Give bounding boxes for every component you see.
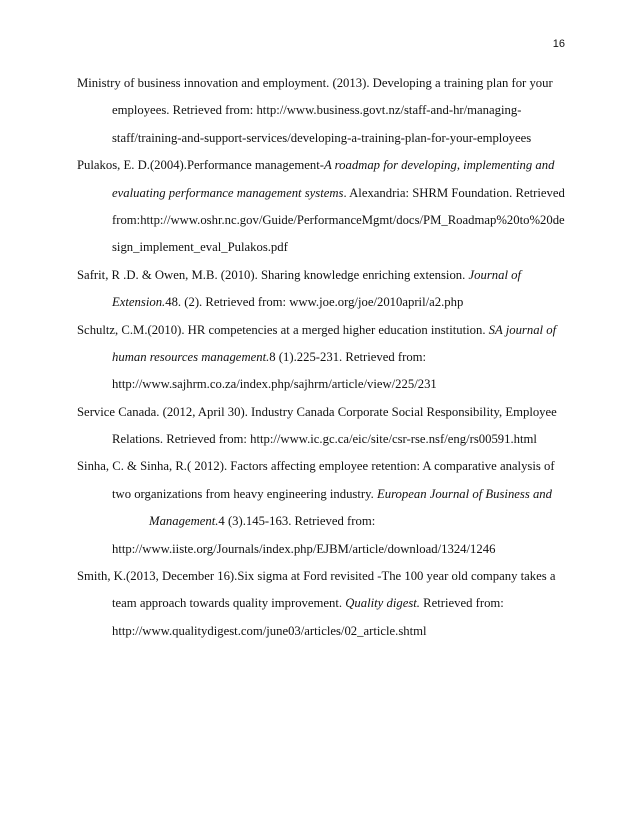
reference-text: Ministry of business innovation and employment. (2013). Developing a training plan for your xyxy=(77,76,553,90)
reference-text: http://www.qualitydigest.com/june03/articles/02_article.shtml xyxy=(112,623,427,638)
reference-line xyxy=(77,563,577,590)
reference-text: Pulakos, E. D.(2004).Performance management- xyxy=(77,158,324,173)
reference-text: Retrieved from: xyxy=(419,596,504,611)
reference-italic-text: Management. xyxy=(149,514,219,529)
reference-text: Schultz, C.M.(2010). HR competencies at a merged higher education institution. xyxy=(77,322,489,337)
reference-text: sign_implement_eval_Pulakos.pdf xyxy=(112,240,288,255)
reference-text: team approach towards quality improvement. xyxy=(112,596,346,611)
reference-text: employees. Retrieved from: http://www.business.govt.nz/staff-and-hr/managing- xyxy=(112,103,522,118)
reference-text: Service Canada. (2012, April 30). Industry Canada Corporate Social Responsibility, Employee xyxy=(77,404,557,419)
reference-line xyxy=(77,399,577,426)
reference-line xyxy=(77,262,577,289)
reference-line xyxy=(77,453,577,480)
reference-text: 4 (3).145-163. Retrieved from: xyxy=(218,514,376,529)
reference-line xyxy=(77,70,577,97)
reference-line xyxy=(77,317,577,344)
reference-text: Smith, K.(2013, December 16).Six sigma at Ford revisited -The 100 year old company takes a xyxy=(77,569,556,584)
reference-text: from:http://www.oshr.nc.gov/Guide/PerformanceMgmt/docs/PM_Roadmap%20to%20de xyxy=(112,212,565,227)
reference-italic-text: Quality digest. xyxy=(345,596,420,611)
reference-line xyxy=(77,152,577,179)
reference-italic-text: European Journal of Business and xyxy=(376,486,552,501)
reference-line xyxy=(77,371,577,398)
reference-italic-text: SA journal of xyxy=(488,322,557,337)
reference-list xyxy=(77,70,577,645)
reference-line xyxy=(77,125,577,152)
reference-italic-text: human resources management. xyxy=(112,349,270,364)
reference-text: staff/training-and-support-services/developing-a-training-plan-for-your-employees xyxy=(112,130,532,145)
reference-line xyxy=(77,618,577,645)
reference-line xyxy=(77,508,577,535)
reference-italic-text: Extension. xyxy=(112,295,166,310)
reference-line xyxy=(77,481,577,508)
page-number: 16 xyxy=(552,38,565,50)
reference-line xyxy=(77,590,577,617)
reference-text: 48. (2). Retrieved from: www.joe.org/joe/2010april/a2.php xyxy=(165,295,464,310)
reference-text: . Alexandria: SHRM Foundation. Retrieved xyxy=(343,185,565,200)
reference-text: 8 (1).225-231. Retrieved from: xyxy=(269,349,427,364)
reference-text: Relations. Retrieved from: http://www.ic.gc.ca/eic/site/csr-rse.nsf/eng/rs00591.html xyxy=(112,432,537,447)
reference-line xyxy=(77,426,577,453)
reference-line xyxy=(77,97,577,124)
reference-italic-text: Journal of xyxy=(468,267,522,282)
reference-line xyxy=(77,536,577,563)
reference-line xyxy=(77,344,577,371)
reference-line xyxy=(77,180,577,207)
reference-text: http://www.sajhrm.co.za/index.php/sajhrm/article/view/225/231 xyxy=(112,377,437,392)
reference-text: Sinha, C. & Sinha, R.( 2012). Factors affecting employee retention: A comparative analysis of xyxy=(77,459,555,474)
reference-text: http://www.iiste.org/Journals/index.php/EJBM/article/download/1324/1246 xyxy=(112,541,496,556)
reference-italic-text: A roadmap for developing, implementing and xyxy=(323,158,555,173)
reference-line xyxy=(77,289,577,316)
reference-line xyxy=(77,207,577,234)
reference-line xyxy=(77,234,577,261)
reference-text: Safrit, R .D. & Owen, M.B. (2010). Sharing knowledge enriching extension. xyxy=(77,267,469,282)
reference-text: two organizations from heavy engineering industry. xyxy=(112,486,377,501)
reference-italic-text: evaluating performance management systems xyxy=(112,185,344,200)
